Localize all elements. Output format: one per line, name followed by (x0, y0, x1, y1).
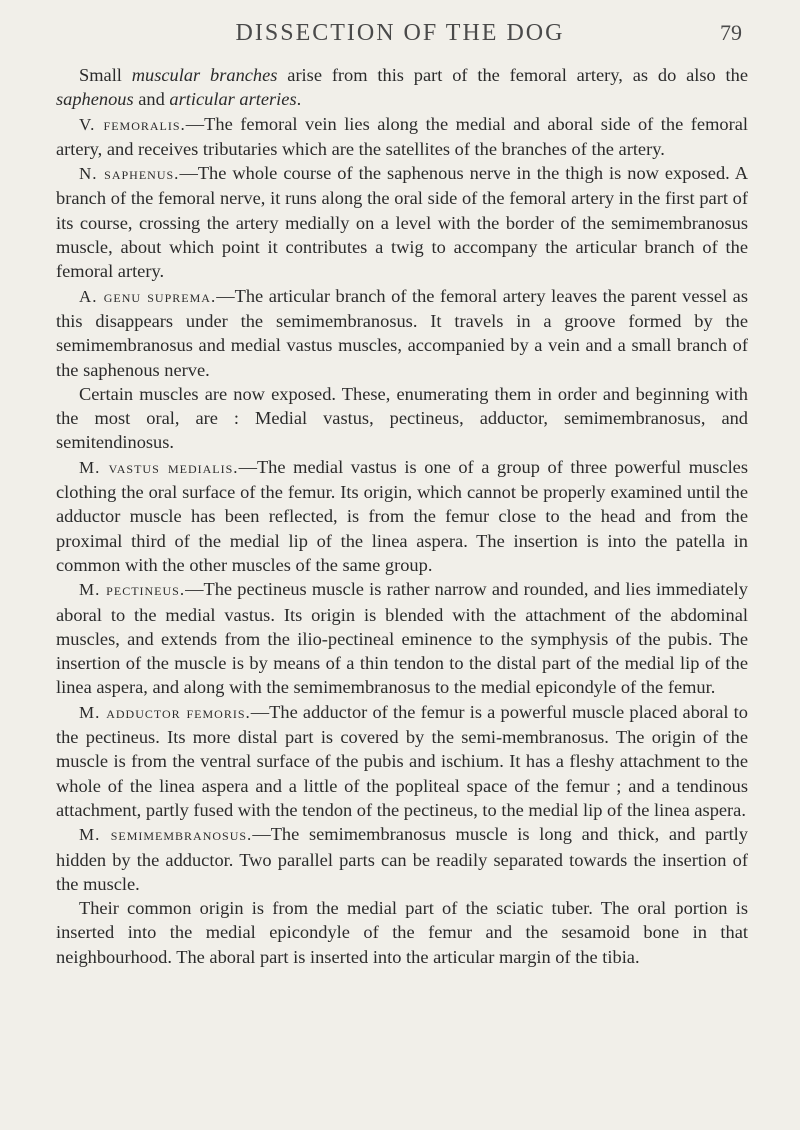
paragraph-v-femoralis (56, 112, 748, 162)
emphasis-term: muscular branches (131, 65, 278, 85)
text-run: —The whole course of the saphenous nerve in the thigh is now exposed. A branch of the femoral nerve, it runs along the oral side of the femoral artery in the first part of its course, crossing the artery medially on a level with the border of the semimembranosus muscle, about which point it contributes a twig to accompany the articular branch of the femoral artery. (56, 163, 749, 282)
paragraph-adductor-femoris (56, 700, 748, 822)
text-run: —The adductor of the femur is a powerful muscle placed aboral to the pectineus. Its more distal part is covered by the semi-membranosus. The origin of the muscle is from the ventral surface of the pubis and ischium. It has a fleshy attachment to the whole of the linea aspera and a little of the popliteal space of the femur ; and a tendinous attachment, partly fused with the tendon of the pectineus, to the medial lip of the linea aspera. (56, 701, 748, 820)
text-run: . (296, 89, 302, 110)
paragraph-vastus-medialis (56, 455, 748, 577)
emphasis-term: saphenous (56, 89, 134, 110)
running-head (0, 20, 800, 52)
section-heading: V. femoralis. (79, 114, 186, 134)
section-heading: A. genu suprema. (79, 286, 217, 306)
text-run: —The medial vastus is one of a group of three powerful muscles clothing the oral surface of the femur. Its origin, which cannot be properly examined until the adductor muscle has been reflected, is from the femur close to the head and from the proximal third of the medial lip of the linea aspera. The insertion is into the patella in common with the other muscles of the same group. (56, 456, 748, 575)
section-heading: M. vastus medialis. (79, 457, 239, 477)
text-run: —The femoral vein lies along the medial and aboral side of the femoral artery, and receives tributaries which are the satellites of the branches of the artery. (56, 113, 748, 159)
text-run: and (133, 89, 170, 110)
section-heading: M. semimembranosus. (79, 825, 253, 845)
paragraph-a-genu-suprema (56, 284, 748, 382)
body-text (56, 63, 748, 969)
text-run: arise from this part of the femoral artery, as do also the (277, 65, 748, 85)
emphasis-term: articular arteries (169, 89, 297, 110)
text-run: Small (79, 65, 132, 85)
text-run: Their common origin is from the medial part of the sciatic tuber. The oral portion is inserted into the medial epicondyle of the femur and the sesamoid bone in that neighbourhood. The aboral part is inserted into the articular margin of the tibia. (56, 898, 748, 967)
paragraph-common-origin (56, 896, 748, 969)
section-heading: N. saphenus. (79, 164, 180, 184)
paragraph-pectineus (56, 577, 748, 699)
section-heading: M. pectineus. (79, 580, 186, 600)
paragraph-muscles-exposed (56, 382, 748, 455)
text-run: —The pectineus muscle is rather narrow and rounded, and lies immediately aboral to the medial vastus. Its origin is blended with the attachment of the abdominal muscles, and extends from the ilio-pectineal eminence to the symphysis of the pubis. The insertion of the muscle is by means of a thin tendon to the distal part of the medial lip of the linea aspera, and along with the semimembranosus to the medial epicondyle of the femur. (56, 579, 748, 698)
page-number: 79 (720, 20, 742, 45)
running-title: DISSECTION OF THE DOG (235, 20, 565, 46)
text-run: Certain muscles are now exposed. These, enumerating them in order and beginning with the most oral, are : Medial vastus, pectineus, adductor, semimembranosus, and semitendinosus. (56, 383, 748, 453)
paragraph-semimembranosus (56, 822, 748, 896)
paragraph-muscular-branches (56, 63, 748, 112)
text-run: —The semimembranosus muscle is long and thick, and partly hidden by the adductor. Two parallel parts can be readily separated towards the insertion of the muscle. (56, 824, 748, 894)
section-heading: M. adductor femoris. (79, 702, 251, 722)
text-run: —The articular branch of the femoral artery leaves the parent vessel as this disappears under the semimembranosus. It travels in a groove formed by the semimembranosus and medial vastus muscles, accompanied by a vein and a small branch of the saphenous nerve. (56, 285, 748, 380)
paragraph-n-saphenus (56, 161, 748, 283)
